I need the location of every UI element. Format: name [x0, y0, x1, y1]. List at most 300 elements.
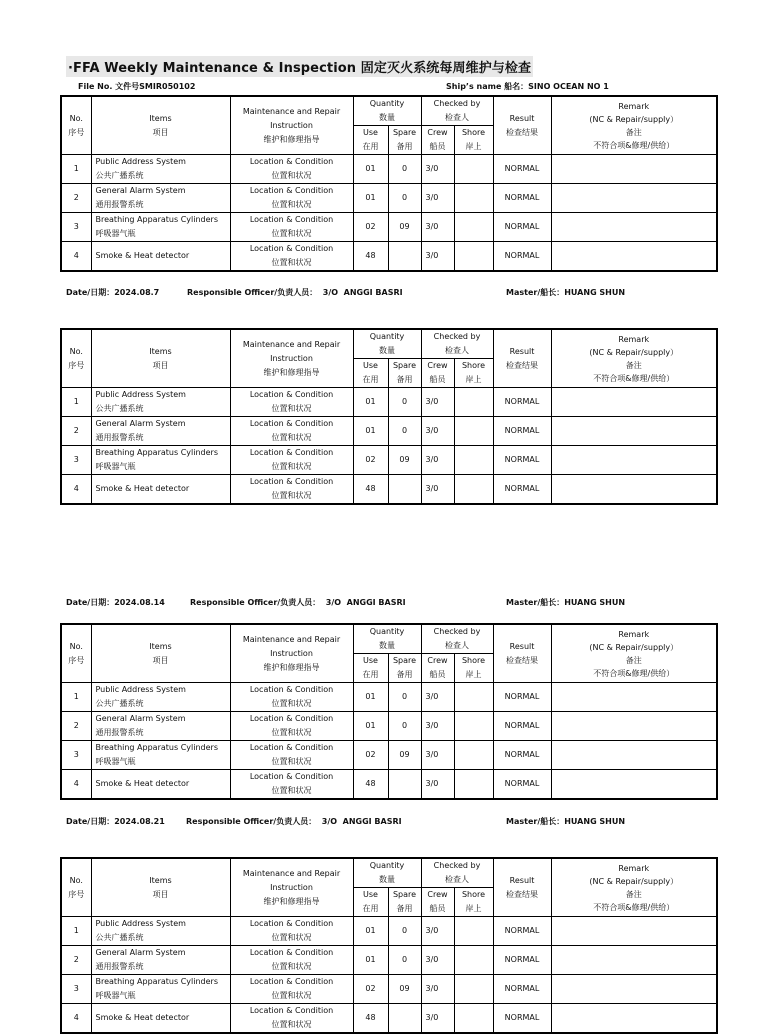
header-use-label: Use: [363, 128, 378, 137]
header-checked-by: [421, 329, 493, 359]
row-remark: [551, 712, 717, 741]
row-shore: [454, 1004, 493, 1034]
header-remark-remark-2: (NC & Repair/supply）: [589, 114, 679, 124]
row-number: 4: [61, 1004, 91, 1034]
header-use: [353, 888, 388, 917]
header-spare-label-cn: 备用: [396, 142, 413, 151]
header-spare: [388, 359, 421, 388]
row-instruction-text-cn: 位置和状况: [271, 757, 312, 766]
row-shore: [454, 155, 493, 184]
header-no-label-cn: 序号: [68, 655, 85, 665]
row-item: [91, 770, 230, 800]
row-instruction: [230, 946, 353, 975]
row-item-name: Smoke & Heat detector: [95, 1013, 190, 1022]
row-shore: [454, 417, 493, 446]
header-shore: [454, 888, 493, 917]
row-item-name-cn: 通用报警系统: [95, 728, 144, 737]
header-instruction-line1: Maintenance and Repair: [242, 634, 341, 644]
row-instruction: [230, 770, 353, 800]
header-crew-label-cn: 船员: [429, 904, 446, 913]
row-instruction: [230, 712, 353, 741]
header-instruction-line2: Instruction: [270, 648, 313, 658]
row-spare: 09: [388, 446, 421, 475]
header-instruction: [230, 96, 353, 155]
row-shore: [454, 683, 493, 712]
row-item: [91, 712, 230, 741]
row-shore: [454, 475, 493, 505]
row-use: 48: [353, 1004, 388, 1034]
header-quantity-label-cn: 数量: [379, 113, 395, 122]
row-item: [91, 155, 230, 184]
header-use-label-cn: 在用: [362, 142, 379, 151]
row-instruction-text: Location & Condition: [249, 685, 334, 694]
header-remark-remark-2: (NC & Repair/supply）: [589, 347, 679, 357]
row-spare: 09: [388, 975, 421, 1004]
table-row: [61, 446, 717, 475]
row-item-name-cn: 呼吸器气瓶: [95, 991, 136, 1000]
row-use: 02: [353, 741, 388, 770]
row-instruction-text: Location & Condition: [249, 390, 334, 399]
header-instruction: [230, 329, 353, 388]
file-number: File No. 文件号SMIR050102: [78, 82, 196, 91]
row-remark: [551, 417, 717, 446]
row-instruction-text: Location & Condition: [249, 419, 334, 428]
row-item-name-cn: 公共广播系统: [95, 699, 144, 708]
header-no: [61, 858, 91, 917]
header-result-label: Result: [509, 113, 535, 123]
signature-master-3: Master/船长：HUANG SHUN: [506, 817, 626, 826]
row-number: 4: [61, 242, 91, 272]
header-remark-remark-cn1: 备注: [625, 655, 642, 665]
header-crew-label-cn: 船员: [429, 670, 446, 679]
row-item-name-cn: 通用报警系统: [95, 962, 144, 971]
header-instruction-cn: 维护和修理指导: [263, 367, 320, 377]
row-item-name-cn: 公共广播系统: [95, 933, 144, 942]
row-instruction-text-cn: 位置和状况: [271, 491, 312, 500]
header-spare-label-cn: 备用: [396, 670, 413, 679]
signature-date-2: Date/日期：2024.08.14: [66, 598, 165, 607]
header-use-label-cn: 在用: [362, 904, 379, 913]
row-crew: 3/0: [421, 242, 454, 272]
header-crew-label-cn: 船员: [429, 142, 446, 151]
row-crew: 3/0: [421, 184, 454, 213]
header-no: [61, 329, 91, 388]
row-use: 01: [353, 917, 388, 946]
row-use: 01: [353, 946, 388, 975]
header-items-label: Items: [149, 113, 172, 123]
row-number: 2: [61, 184, 91, 213]
table-row: [61, 975, 717, 1004]
row-instruction: [230, 1004, 353, 1034]
row-use: 48: [353, 770, 388, 800]
header-spare-label: Spare: [392, 656, 417, 665]
row-item: [91, 475, 230, 505]
row-instruction-text-cn: 位置和状况: [271, 404, 312, 413]
header-crew-label: Crew: [427, 128, 448, 137]
row-instruction-text: Location & Condition: [249, 186, 334, 195]
row-instruction-text-cn: 位置和状况: [271, 699, 312, 708]
header-instruction: [230, 624, 353, 683]
header-use-label-cn: 在用: [362, 670, 379, 679]
row-remark: [551, 213, 717, 242]
row-result: NORMAL: [493, 975, 551, 1004]
row-crew: 3/0: [421, 946, 454, 975]
header-use-label: Use: [363, 361, 378, 370]
row-number: 1: [61, 155, 91, 184]
row-spare: 0: [388, 712, 421, 741]
header-result-label-cn: 检查结果: [506, 360, 539, 370]
table-row: [61, 388, 717, 417]
header-no-label-cn: 序号: [68, 127, 85, 137]
row-use: 02: [353, 975, 388, 1004]
header-spare: [388, 888, 421, 917]
header-no-label: No.: [69, 875, 83, 885]
header-quantity-label-cn: 数量: [379, 875, 395, 884]
inspection-table: [60, 328, 718, 505]
row-crew: 3/0: [421, 475, 454, 505]
row-instruction-text: Location & Condition: [249, 448, 334, 457]
header-use: [353, 126, 388, 155]
row-remark: [551, 388, 717, 417]
row-result: NORMAL: [493, 242, 551, 272]
row-instruction-text: Location & Condition: [249, 743, 334, 752]
header-crew: [421, 654, 454, 683]
row-instruction-text: Location & Condition: [249, 714, 334, 723]
row-item-name: Breathing Apparatus Cylinders: [95, 448, 218, 457]
header-spare-label: Spare: [392, 128, 417, 137]
header-crew: [421, 126, 454, 155]
header-no: [61, 624, 91, 683]
row-number: 1: [61, 388, 91, 417]
row-item-name: Public Address System: [95, 157, 186, 166]
row-item-name-cn: 呼吸器气瓶: [95, 462, 136, 471]
row-crew: 3/0: [421, 446, 454, 475]
row-item-name: General Alarm System: [95, 714, 186, 723]
row-remark: [551, 741, 717, 770]
row-spare: 0: [388, 155, 421, 184]
row-instruction-text-cn: 位置和状况: [271, 991, 312, 1000]
row-remark: [551, 975, 717, 1004]
header-remark-remark-1: Remark: [618, 629, 650, 639]
row-shore: [454, 446, 493, 475]
header-items-label-cn: 项目: [152, 360, 169, 370]
row-remark: [551, 242, 717, 272]
row-result: NORMAL: [493, 770, 551, 800]
row-item: [91, 741, 230, 770]
header-instruction-line1: Maintenance and Repair: [242, 339, 341, 349]
row-crew: 3/0: [421, 770, 454, 800]
header-remark-remark-cn2: 不符合项&修理/供给）: [593, 373, 675, 383]
header-crew: [421, 359, 454, 388]
header-remark-remark-cn1: 备注: [625, 360, 642, 370]
header-checked-by-label: Checked by: [433, 99, 481, 108]
table-row: [61, 712, 717, 741]
signature-date-1: Date/日期：2024.08.7: [66, 288, 160, 297]
row-instruction-text-cn: 位置和状况: [271, 462, 312, 471]
header-remark-remark-1: Remark: [618, 101, 650, 111]
row-remark: [551, 917, 717, 946]
row-item: [91, 1004, 230, 1034]
header-no-label-cn: 序号: [68, 889, 85, 899]
header-instruction-line2: Instruction: [270, 353, 313, 363]
header-shore-label: Shore: [461, 656, 486, 665]
row-instruction: [230, 475, 353, 505]
header-remark-remark-1: Remark: [618, 334, 650, 344]
header-shore-label-cn: 岸上: [465, 670, 482, 679]
table-row: [61, 213, 717, 242]
ship-name: Ship’s name 船名：SINO OCEAN NO 1: [446, 82, 609, 91]
header-checked-by: [421, 96, 493, 126]
header-remark-remark-cn1: 备注: [625, 889, 642, 899]
header-shore-label: Shore: [461, 890, 486, 899]
header-result: [493, 858, 551, 917]
header-items: [91, 858, 230, 917]
row-instruction-text: Location & Condition: [249, 772, 334, 781]
row-shore: [454, 975, 493, 1004]
header-remark-remark-cn2: 不符合项&修理/供给）: [593, 668, 675, 678]
header-crew-label: Crew: [427, 361, 448, 370]
row-result: NORMAL: [493, 917, 551, 946]
row-instruction-text: Location & Condition: [249, 977, 334, 986]
row-use: 02: [353, 446, 388, 475]
row-use: 02: [353, 213, 388, 242]
row-use: 01: [353, 155, 388, 184]
row-shore: [454, 213, 493, 242]
header-items-label: Items: [149, 346, 172, 356]
header-quantity-label-cn: 数量: [379, 346, 395, 355]
row-number: 3: [61, 213, 91, 242]
row-item-name: Smoke & Heat detector: [95, 484, 190, 493]
row-item-name: Public Address System: [95, 685, 186, 694]
header-use: [353, 359, 388, 388]
row-instruction-text-cn: 位置和状况: [271, 171, 312, 180]
row-item-name: Breathing Apparatus Cylinders: [95, 743, 218, 752]
header-spare: [388, 654, 421, 683]
row-item-name: General Alarm System: [95, 419, 186, 428]
header-checked-by-label-cn: 检查人: [445, 346, 470, 355]
row-item: [91, 446, 230, 475]
row-number: 3: [61, 975, 91, 1004]
row-instruction: [230, 155, 353, 184]
inspection-table: [60, 623, 718, 800]
row-number: 2: [61, 712, 91, 741]
row-spare: [388, 770, 421, 800]
header-checked-by-label: Checked by: [433, 332, 481, 341]
row-result: NORMAL: [493, 1004, 551, 1034]
row-use: 01: [353, 388, 388, 417]
row-result: NORMAL: [493, 683, 551, 712]
row-item-name: General Alarm System: [95, 186, 186, 195]
header-remark: [551, 96, 717, 155]
header-spare-label-cn: 备用: [396, 904, 413, 913]
header-result-label: Result: [509, 641, 535, 651]
header-quantity-label: Quantity: [369, 332, 405, 341]
row-crew: 3/0: [421, 712, 454, 741]
row-instruction: [230, 417, 353, 446]
row-spare: 0: [388, 388, 421, 417]
row-instruction-text: Location & Condition: [249, 919, 334, 928]
header-shore: [454, 654, 493, 683]
table-row: [61, 770, 717, 800]
row-item: [91, 417, 230, 446]
row-result: NORMAL: [493, 417, 551, 446]
row-instruction-text-cn: 位置和状况: [271, 786, 312, 795]
header-result-label-cn: 检查结果: [506, 655, 539, 665]
row-crew: 3/0: [421, 683, 454, 712]
row-spare: 0: [388, 917, 421, 946]
row-item-name-cn: 通用报警系统: [95, 200, 144, 209]
header-crew-label-cn: 船员: [429, 375, 446, 384]
row-remark: [551, 446, 717, 475]
header-instruction-line1: Maintenance and Repair: [242, 868, 341, 878]
header-items-label-cn: 项目: [152, 127, 169, 137]
row-result: NORMAL: [493, 388, 551, 417]
header-shore-label: Shore: [461, 128, 486, 137]
page-title: ·FFA Weekly Maintenance & Inspection 固定灭火系统每周维护与检查: [66, 56, 533, 77]
row-remark: [551, 683, 717, 712]
header-items-label-cn: 项目: [152, 655, 169, 665]
header-instruction-line2: Instruction: [270, 120, 313, 130]
row-use: 48: [353, 475, 388, 505]
row-instruction-text-cn: 位置和状况: [271, 200, 312, 209]
row-crew: 3/0: [421, 417, 454, 446]
row-instruction-text-cn: 位置和状况: [271, 433, 312, 442]
row-crew: 3/0: [421, 741, 454, 770]
row-spare: 0: [388, 184, 421, 213]
table-row: [61, 946, 717, 975]
header-items: [91, 96, 230, 155]
row-shore: [454, 946, 493, 975]
header-remark-remark-2: (NC & Repair/supply）: [589, 876, 679, 886]
row-item: [91, 242, 230, 272]
row-number: 2: [61, 417, 91, 446]
row-number: 3: [61, 741, 91, 770]
row-number: 4: [61, 770, 91, 800]
header-no: [61, 96, 91, 155]
row-item-name-cn: 公共广播系统: [95, 404, 144, 413]
row-crew: 3/0: [421, 1004, 454, 1034]
row-instruction: [230, 741, 353, 770]
row-instruction: [230, 975, 353, 1004]
row-instruction: [230, 683, 353, 712]
row-spare: [388, 242, 421, 272]
header-quantity-label: Quantity: [369, 627, 405, 636]
row-use: 01: [353, 712, 388, 741]
table-row: [61, 683, 717, 712]
row-spare: 09: [388, 741, 421, 770]
header-quantity-label: Quantity: [369, 861, 405, 870]
header-no-label: No.: [69, 113, 83, 123]
header-items-label-cn: 项目: [152, 889, 169, 899]
header-no-label-cn: 序号: [68, 360, 85, 370]
row-crew: 3/0: [421, 975, 454, 1004]
row-result: NORMAL: [493, 184, 551, 213]
row-item: [91, 683, 230, 712]
header-remark: [551, 858, 717, 917]
inspection-table: [60, 857, 718, 1034]
header-instruction-cn: 维护和修理指导: [263, 662, 320, 672]
row-use: 01: [353, 683, 388, 712]
header-shore-label: Shore: [461, 361, 486, 370]
row-shore: [454, 917, 493, 946]
row-number: 1: [61, 683, 91, 712]
header-remark-remark-cn2: 不符合项&修理/供给）: [593, 902, 675, 912]
row-number: 2: [61, 946, 91, 975]
row-instruction-text-cn: 位置和状况: [271, 229, 312, 238]
table-row: [61, 741, 717, 770]
header-result-label-cn: 检查结果: [506, 127, 539, 137]
row-instruction-text: Location & Condition: [249, 477, 334, 486]
header-shore-label-cn: 岸上: [465, 375, 482, 384]
header-checked-by-label: Checked by: [433, 861, 481, 870]
row-instruction: [230, 446, 353, 475]
header-result-label: Result: [509, 875, 535, 885]
header-result-label: Result: [509, 346, 535, 356]
signature-date-3: Date/日期：2024.08.21: [66, 817, 165, 826]
row-shore: [454, 741, 493, 770]
header-result-label-cn: 检查结果: [506, 889, 539, 899]
row-item: [91, 975, 230, 1004]
header-quantity: [353, 858, 421, 888]
row-result: NORMAL: [493, 712, 551, 741]
row-item-name-cn: 呼吸器气瓶: [95, 229, 136, 238]
row-instruction-text-cn: 位置和状况: [271, 258, 312, 267]
row-spare: 0: [388, 417, 421, 446]
header-shore: [454, 359, 493, 388]
row-result: NORMAL: [493, 155, 551, 184]
header-remark-remark-1: Remark: [618, 863, 650, 873]
table-row: [61, 417, 717, 446]
row-instruction-text-cn: 位置和状况: [271, 933, 312, 942]
row-instruction: [230, 917, 353, 946]
header-remark-remark-cn2: 不符合项&修理/供给）: [593, 140, 675, 150]
signature-officer-1: Responsible Officer/负责人员： 3/O ANGGI BASRI: [187, 288, 403, 297]
header-items-label: Items: [149, 875, 172, 885]
header-result: [493, 329, 551, 388]
row-remark: [551, 475, 717, 505]
header-crew-label: Crew: [427, 890, 448, 899]
row-item: [91, 388, 230, 417]
row-result: NORMAL: [493, 475, 551, 505]
row-remark: [551, 184, 717, 213]
row-instruction: [230, 184, 353, 213]
header-items: [91, 329, 230, 388]
header-no-label: No.: [69, 346, 83, 356]
table-row: [61, 155, 717, 184]
header-checked-by-label-cn: 检查人: [445, 875, 470, 884]
row-item-name: Breathing Apparatus Cylinders: [95, 977, 218, 986]
row-use: 48: [353, 242, 388, 272]
row-item: [91, 946, 230, 975]
row-spare: [388, 475, 421, 505]
header-spare-label: Spare: [392, 890, 417, 899]
signature-officer-2: Responsible Officer/负责人员： 3/O ANGGI BASRI: [190, 598, 406, 607]
header-spare-label-cn: 备用: [396, 375, 413, 384]
header-checked-by-label-cn: 检查人: [445, 641, 470, 650]
row-result: NORMAL: [493, 741, 551, 770]
signature-master-1: Master/船长：HUANG SHUN: [506, 288, 626, 297]
signature-officer-3: Responsible Officer/负责人员： 3/O ANGGI BASRI: [186, 817, 402, 826]
header-quantity: [353, 96, 421, 126]
row-shore: [454, 242, 493, 272]
row-item-name-cn: 公共广播系统: [95, 171, 144, 180]
row-shore: [454, 770, 493, 800]
row-item-name: Smoke & Heat detector: [95, 779, 190, 788]
row-number: 1: [61, 917, 91, 946]
inspection-table: [60, 95, 718, 272]
header-crew-label: Crew: [427, 656, 448, 665]
header-spare-label: Spare: [392, 361, 417, 370]
